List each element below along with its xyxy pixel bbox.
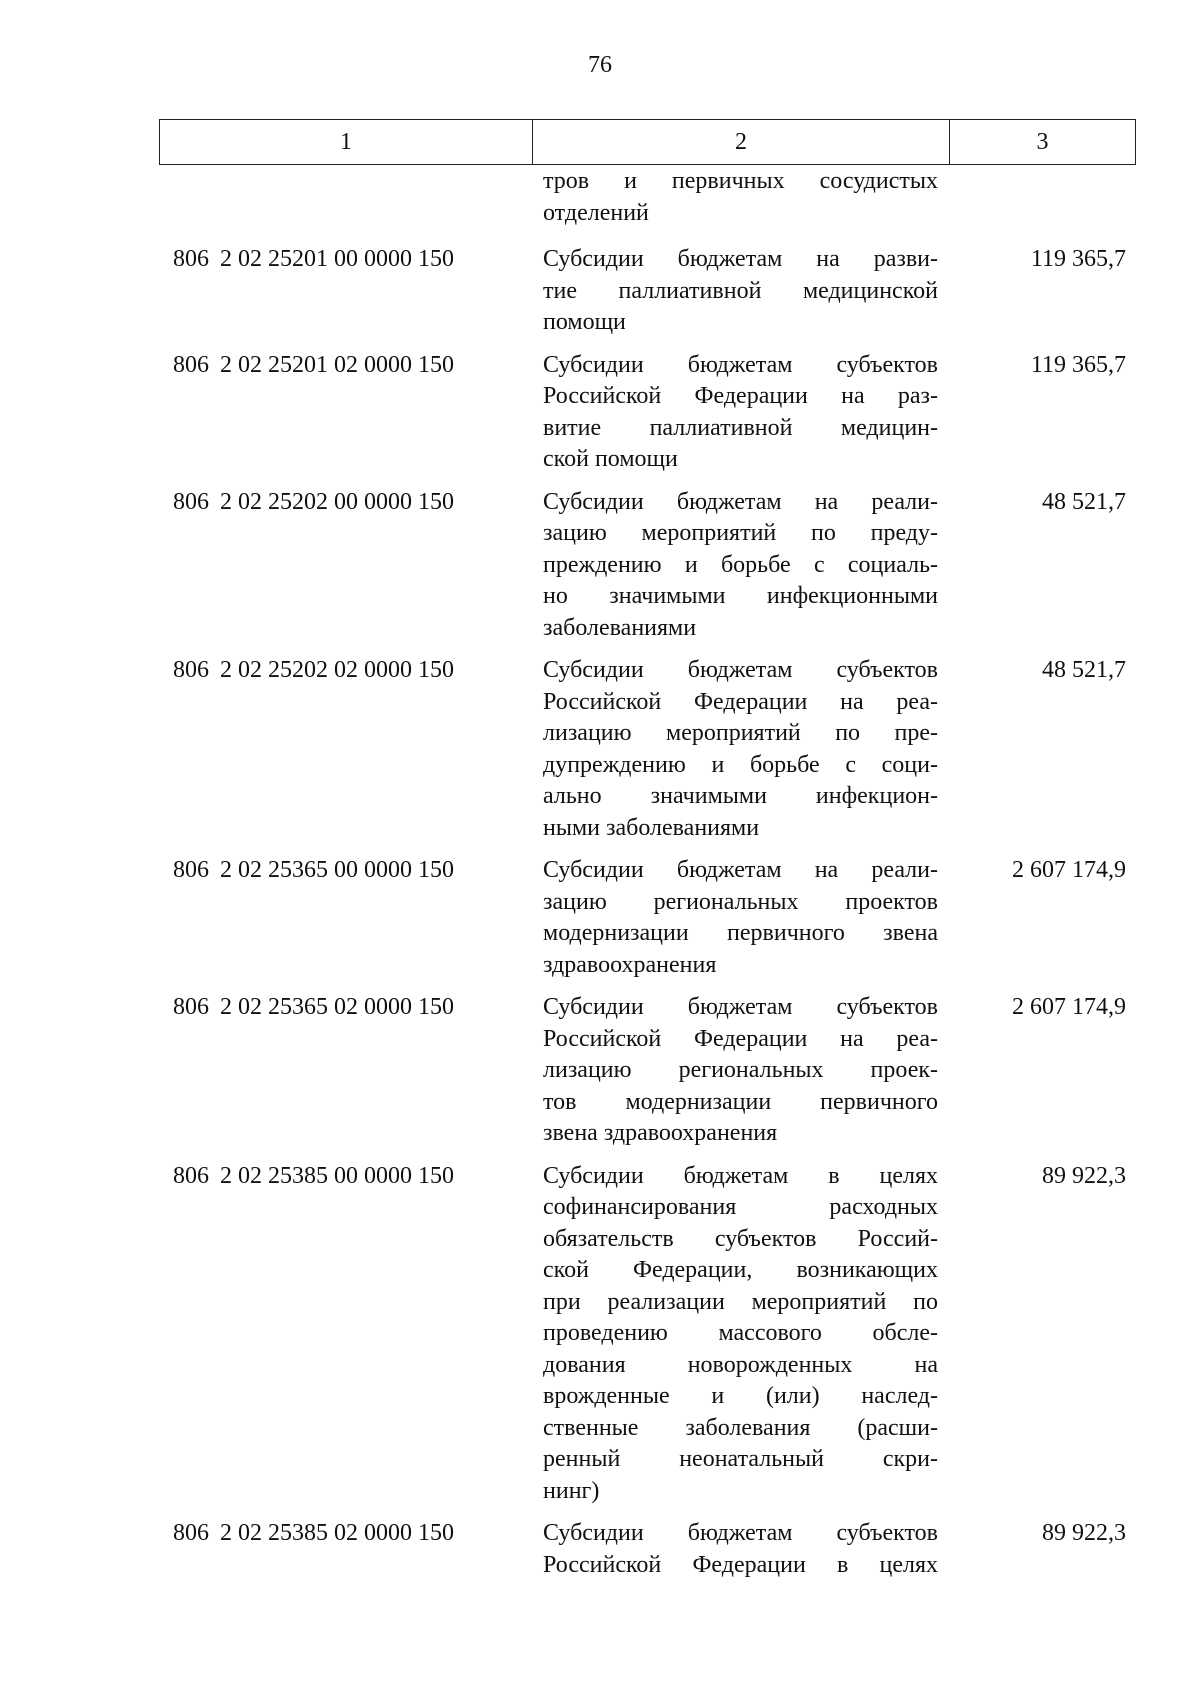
description-line: преждению и борьбе с социаль- [543,551,938,578]
amount: 119 365,7 [1030,246,1126,272]
budget-classification-code: 2 02 25201 00 0000 150 [220,246,454,272]
admin-code: 806 [173,246,209,272]
description-line: софинансирования расходных [543,1194,938,1220]
budget-classification-code: 2 02 25201 02 0000 150 [220,351,454,378]
admin-code: 806 [173,1162,209,1189]
income-description [532,855,949,981]
description-line: Российской Федерации на реа- [543,688,938,715]
income-description [532,350,949,476]
table-row [159,350,1136,476]
table-row [159,1161,1136,1508]
budget-classification-code: 2 02 25202 00 0000 150 [220,488,454,515]
admin-code: 806 [173,488,209,515]
amount: 48 521,7 [1042,488,1126,515]
income-description [532,1518,949,1581]
amount: 2 607 174,9 [1012,994,1126,1020]
amount: 89 922,3 [1042,1520,1126,1546]
income-description [532,166,949,229]
amount: 89 922,3 [1042,1162,1126,1189]
description-line: дования новорожденных на [543,1351,938,1378]
description-line: ской Федерации, возникающих [543,1257,938,1283]
description-line: ственные заболевания (расши- [543,1414,938,1441]
income-description [532,1161,949,1508]
amount: 48 521,7 [1042,657,1126,683]
description-line: помощи [543,309,626,335]
description-line: лизацию мероприятий по пре- [543,720,938,746]
income-description [532,655,949,844]
description-line: тов модернизации первичного [543,1088,938,1115]
table-row [159,855,1136,981]
description-line: Субсидии бюджетам субъектов [543,1520,938,1546]
amount: 119 365,7 [1030,351,1126,378]
description-line: Субсидии бюджетам субъектов [543,657,938,683]
description-line: тров и первичных сосудистых [543,168,938,194]
amount [949,166,1136,229]
budget-classification-code [217,166,532,229]
income-description [532,487,949,645]
table-row [159,655,1136,844]
budget-classification-code: 2 02 25365 00 0000 150 [220,857,454,883]
description-line: Субсидии бюджетам на разви- [543,246,938,272]
admin-code [159,166,217,229]
income-description [532,992,949,1150]
admin-code: 806 [173,657,209,683]
description-line: нинг) [543,1477,600,1504]
description-line: витие паллиативной медицин- [543,414,938,441]
table-header-col-2: 2 [533,120,950,164]
budget-classification-code: 2 02 25365 02 0000 150 [220,994,454,1020]
description-line: ными заболеваниями [543,814,760,841]
description-line: Субсидии бюджетам субъектов [543,351,938,378]
description-line: отделений [543,199,649,226]
description-line: дупреждению и борьбе с соци- [543,751,938,778]
description-line: заболеваниями [543,614,697,641]
budget-classification-code: 2 02 25385 00 0000 150 [220,1162,454,1189]
table-header [159,119,1136,165]
description-line: ской помощи [543,446,678,472]
admin-code: 806 [173,994,209,1020]
description-line: звена здравоохранения [543,1120,778,1146]
admin-code: 806 [173,857,209,883]
table-row [159,487,1136,645]
description-line: Российской Федерации на раз- [543,383,938,409]
description-line: ально значимыми инфекцион- [543,783,938,809]
budget-classification-code: 2 02 25385 02 0000 150 [220,1520,454,1546]
description-line: но значимыми инфекционными [543,583,938,609]
description-line: при реализации мероприятий по [543,1288,938,1315]
description-line: Субсидии бюджетам на реали- [543,488,938,515]
table-row [159,992,1136,1150]
description-line: ренный неонатальный скри- [543,1446,938,1472]
income-description [532,244,949,339]
description-line: Субсидии бюджетам в целях [543,1162,938,1189]
table-header-col-1: 1 [160,120,533,164]
description-line: здравоохранения [543,951,717,978]
table-body [159,166,1136,1592]
budget-classification-code: 2 02 25202 02 0000 150 [220,657,454,683]
description-line: врожденные и (или) наслед- [543,1383,938,1409]
description-line: лизацию региональных проек- [543,1057,938,1083]
table-row [159,244,1136,339]
description-line: тие паллиативной медицинской [543,277,938,304]
table-row [159,1518,1136,1581]
admin-code: 806 [173,351,209,378]
description-line: зацию региональных проектов [543,888,938,915]
description-line: проведению массового обсле- [543,1320,938,1346]
page-number: 76 [588,52,612,78]
description-line: Российской Федерации на реа- [543,1025,938,1052]
table-row [159,166,1136,229]
amount: 2 607 174,9 [1012,857,1126,883]
description-line: Субсидии бюджетам субъектов [543,994,938,1020]
description-line: зацию мероприятий по преду- [543,520,938,546]
description-line: Российской Федерации в целях [543,1551,938,1578]
description-line: Субсидии бюджетам на реали- [543,857,938,883]
table-header-col-3: 3 [1036,129,1049,155]
description-line: модернизации первичного звена [543,920,938,946]
description-line: обязательств субъектов Россий- [543,1225,938,1252]
admin-code: 806 [173,1520,209,1546]
